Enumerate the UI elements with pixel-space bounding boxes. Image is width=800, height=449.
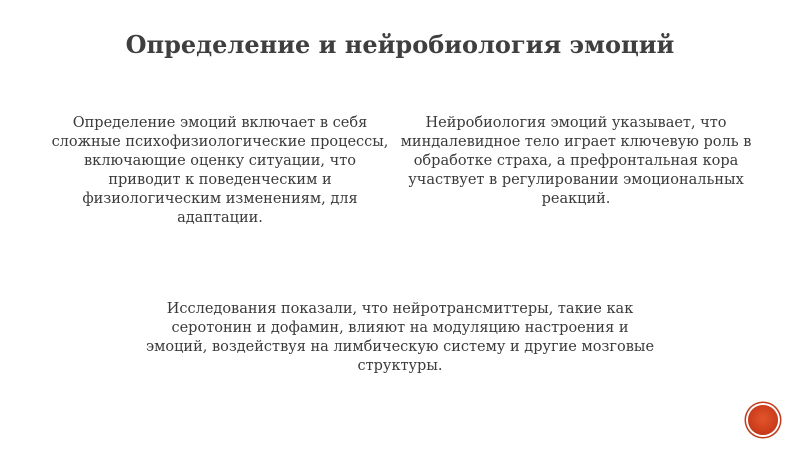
neurobiology-text: Нейробиология эмоций указывает, что миндалевидное тело играет ключевую роль в обработке страха, а префронтальная кора участвует в регулировании эмоциональных реакций.	[400, 115, 752, 207]
definition-text: Определение эмоций включает в себя сложные психофизиологические процессы, включающие оценку ситуации, что приводит к поведенческим и физиологическим изменениям, для адаптации.	[51, 115, 389, 226]
research-text: Исследования показали, что нейротрансмиттеры, такие как серотонин и дофамин, влияют на модуляцию настроения и эмоций, воздействуя на лимбическую систему и другие мозговые структуры.	[145, 301, 655, 374]
slide-title: Определение и нейробиология эмоций	[125, 30, 675, 59]
circle-nav-icon[interactable]	[748, 405, 778, 435]
